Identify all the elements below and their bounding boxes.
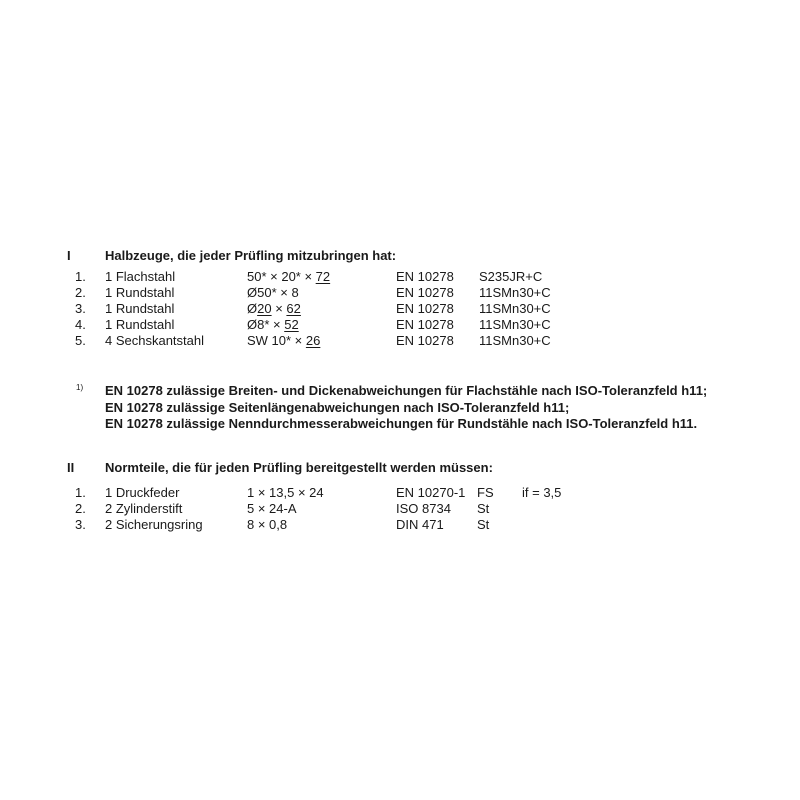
item-standard: ISO 8734 bbox=[396, 501, 451, 516]
item-number: 4. bbox=[75, 317, 86, 332]
dimension-text: Ø8* × bbox=[247, 317, 285, 332]
finished-dimension: 52 bbox=[284, 317, 299, 332]
dimension-text: SW 10* × bbox=[247, 333, 306, 348]
item-number: 1. bbox=[75, 269, 86, 284]
item-dimensions: 1 × 13,5 × 24 bbox=[247, 485, 324, 500]
item-material: 11SMn30+C bbox=[479, 285, 551, 300]
list-item bbox=[0, 517, 800, 533]
finished-dimension: 72 bbox=[315, 269, 331, 284]
item-name: 1 Druckfeder bbox=[105, 485, 180, 500]
item-standard: EN 10278 bbox=[396, 333, 454, 348]
list-item bbox=[0, 501, 800, 517]
section-1-number: I bbox=[67, 248, 71, 263]
item-name: 2 Zylinderstift bbox=[105, 501, 183, 516]
item-dimensions bbox=[247, 333, 320, 348]
list-item bbox=[0, 485, 800, 501]
item-standard: EN 10278 bbox=[396, 285, 454, 300]
section-2-title: Normteile, die für jeden Prüfling bereitgestellt werden müssen: bbox=[105, 460, 493, 475]
item-material: S235JR+C bbox=[479, 269, 543, 284]
item-dimensions bbox=[247, 285, 299, 300]
item-name: 2 Sicherungsring bbox=[105, 517, 203, 532]
item-name: 1 Rundstahl bbox=[105, 301, 175, 316]
footnote-line-1: EN 10278 zulässige Breiten- und Dickenabweichungen für Flachstähle nach ISO-Toleranzfeld h11; bbox=[105, 383, 708, 398]
item-extra: if = 3,5 bbox=[522, 485, 562, 500]
item-dimensions bbox=[247, 317, 299, 332]
dimension-text: Ø bbox=[247, 301, 258, 316]
item-standard: EN 10278 bbox=[396, 269, 454, 284]
footnote-line-3: EN 10278 zulässige Nenndurchmesserabweichungen für Rundstähle nach ISO-Toleranzfeld h11. bbox=[105, 416, 698, 431]
finished-dimension: 26 bbox=[305, 333, 321, 348]
item-standard: EN 10278 bbox=[396, 317, 454, 332]
item-number: 1. bbox=[75, 485, 86, 500]
item-name: 1 Flachstahl bbox=[105, 269, 176, 284]
list-item bbox=[0, 285, 800, 301]
dimension-text: 50* × 20* × bbox=[247, 269, 316, 284]
item-name: 4 Sechskantstahl bbox=[105, 333, 205, 348]
item-material: FS bbox=[477, 485, 494, 500]
item-material: St bbox=[477, 517, 490, 532]
section-2-number: II bbox=[67, 460, 75, 475]
item-number: 5. bbox=[75, 333, 86, 348]
item-material: St bbox=[477, 501, 490, 516]
item-name: 1 Rundstahl bbox=[105, 317, 175, 332]
item-name: 1 Rundstahl bbox=[105, 285, 175, 300]
item-standard: DIN 471 bbox=[396, 517, 444, 532]
dimension-text: × bbox=[271, 301, 287, 316]
finished-dimension: 20 bbox=[257, 301, 272, 316]
item-material: 11SMn30+C bbox=[479, 333, 551, 348]
item-dimensions: 5 × 24-A bbox=[247, 501, 297, 516]
list-item bbox=[0, 269, 800, 285]
finished-dimension: 62 bbox=[286, 301, 301, 316]
list-item bbox=[0, 333, 800, 349]
list-item bbox=[0, 301, 800, 317]
item-standard: EN 10270-1 bbox=[396, 485, 466, 500]
item-number: 2. bbox=[75, 285, 86, 300]
item-dimensions bbox=[247, 301, 301, 316]
item-dimensions: 8 × 0,8 bbox=[247, 517, 288, 532]
section-1-title: Halbzeuge, die jeder Prüfling mitzubringen hat: bbox=[105, 248, 397, 263]
item-material: 11SMn30+C bbox=[479, 317, 551, 332]
item-number: 2. bbox=[75, 501, 86, 516]
item-dimensions bbox=[247, 269, 330, 284]
footnote-marker: 1) bbox=[76, 383, 84, 392]
item-material: 11SMn30+C bbox=[479, 301, 551, 316]
list-item bbox=[0, 317, 800, 333]
item-number: 3. bbox=[75, 301, 86, 316]
item-standard: EN 10278 bbox=[396, 301, 454, 316]
dimension-text: Ø50* × 8 bbox=[247, 285, 299, 300]
footnote-line-2: EN 10278 zulässige Seitenlängenabweichungen nach ISO-Toleranzfeld h11; bbox=[105, 400, 570, 415]
item-number: 3. bbox=[75, 517, 86, 532]
